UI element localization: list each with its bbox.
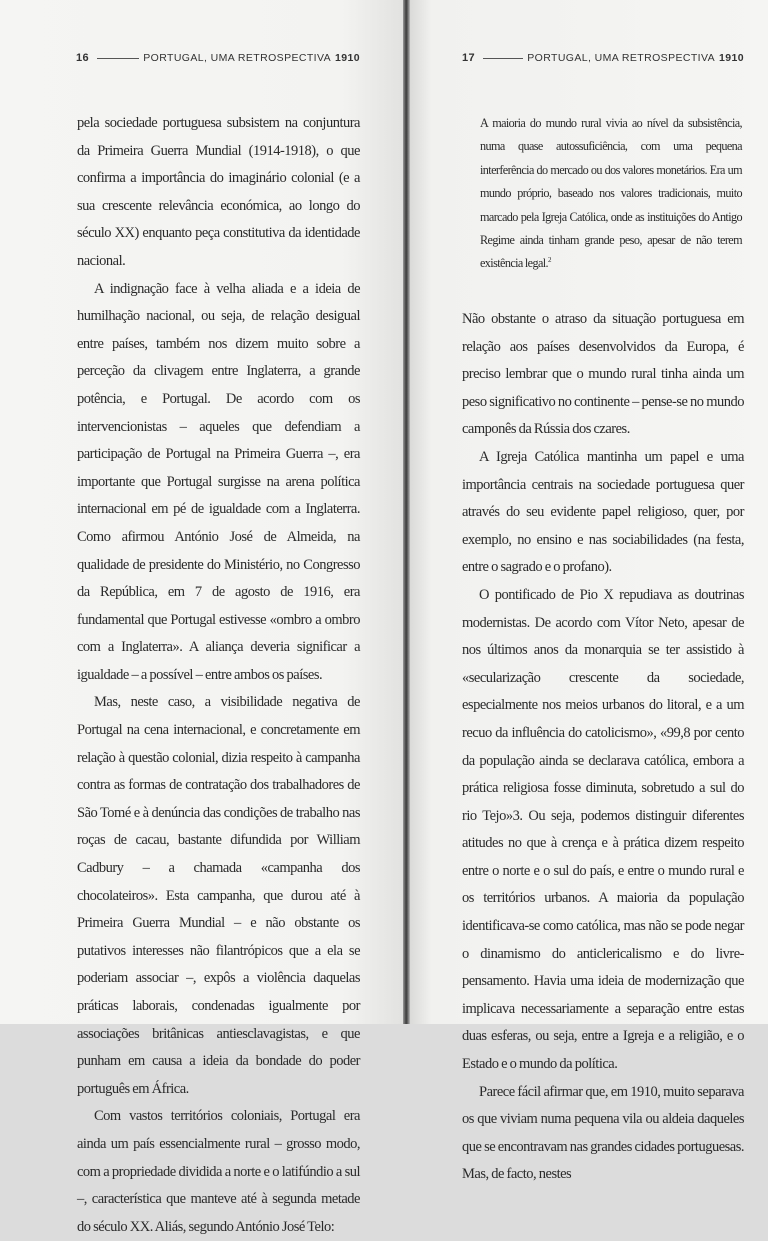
paragraph: pela sociedade portuguesa subsistem na conjuntura da Primeira Guerra Mundial (1914-1918), o que confirma a importância do imaginário colonial (e a sua crescente relevância económica, ao longo do século XX) enquanto peça constitutiva da identidade nacional. <box>77 115 360 269</box>
header-year: 1910 <box>719 52 744 64</box>
quote-text <box>480 112 742 276</box>
right-page <box>410 0 768 1183</box>
paragraph: A indignação face à velha aliada e a ideia de humilhação nacional, ou seja, de relação desigual entre países, também nos dizem muito sobre a perceção da clivagem entre Inglaterra, a grande potência, e Portugal. De acordo com os intervencionistas – aqueles que defendiam a participação de Portugal na Primeira Guerra –, era importante que Portugal surgisse na arena política internacional em pé de igualdade com a Inglaterra. Como afirmou António José de Almeida, na qualidade de presidente do Ministério, no Congresso da República, em 7 de agosto de 1916, era fundamental que Portugal estivesse «ombro a ombro com a Inglaterra». A aliança deveria significar a igualdade – a possível – entre ambos os países. <box>77 280 360 683</box>
paragraph: Com vastos territórios coloniais, Portugal era ainda um país essencialmente rural – grosso modo, com a propriedade dividida a norte e o latifúndio a sul –, característica que manteve até à segunda metade do século XX. Aliás, segundo António José Telo: <box>77 1108 360 1235</box>
page-number: 16 <box>76 52 90 64</box>
header-rule <box>97 58 139 59</box>
paragraph: Não obstante o atraso da situação portuguesa em relação aos países desenvolvidos da Europa, é preciso lembrar que o mundo rural tinha ainda um peso significativo no continente – pense-se no mundo camponês da Rússia dos czares. <box>462 311 744 438</box>
paragraph: Parece fácil afirmar que, em 1910, muito separava os que viviam numa pequena vila ou aldeia daqueles que se encontravam nas grandes cidades portuguesas. Mas, de facto, nestes <box>462 1083 744 1183</box>
paragraph: A Igreja Católica mantinha um papel e uma importância centrais na sociedade portuguesa quer através do seu evidente papel religioso, quer, por exemplo, no ensino e nas sociabilidades (na festa, entre o sagrado e o profano). <box>462 448 744 576</box>
block-quote <box>480 112 742 276</box>
header-title: PORTUGAL, UMA RETROSPECTIVA <box>527 52 716 64</box>
paragraph: Mas, neste caso, a visibilidade negativa de Portugal na cena internacional, e concretamente em relação à questão colonial, dizia respeito à campanha contra as formas de contratação dos trabalhadores de São Tomé e à denúncia das condições de trabalho nas roças de cacau, bastante difundida por William Cadbury – a chamada «campanha dos chocolateiros». Esta campanha, que durou até à Primeira Guerra Mundial – e não obstante os putativos interesses não filantrópicos que a ela se poderiam associar –, expôs a violência daquelas práticas laborais, condenadas igualmente por associações britânicas antiesclavagistas, e que punham em causa a ideia da bondade do poder português em África. <box>77 694 360 1097</box>
header-year: 1910 <box>335 52 360 64</box>
running-head-right <box>462 50 744 66</box>
page-number: 17 <box>462 52 476 64</box>
book-gutter <box>403 0 410 1024</box>
right-body-text <box>462 306 744 1189</box>
left-body-text <box>77 110 360 1241</box>
header-title: PORTUGAL, UMA RETROSPECTIVA <box>143 52 332 64</box>
quote-body: A maioria do mundo rural vivia ao nível da subsistência, numa quase autossuficiência, com uma pequena interferência do mercado ou dos valores monetários. Era um mundo próprio, baseado nos valores tradicionais, muito marcado pela Igreja Católica, onde as instituições do Antigo Regime ainda tinham grande peso, apesar de não terem existência legal. <box>480 116 742 271</box>
header-rule <box>483 58 523 59</box>
running-head-left <box>76 50 360 66</box>
footnote-ref: 2 <box>548 256 551 265</box>
paragraph: O pontificado de Pio X repudiava as doutrinas modernistas. De acordo com Vítor Neto, apesar de nos últimos anos da monarquia se ter assistido à «secularização crescente da sociedade, especialmente nos meios urbanos do litoral, e a um recuo da influência do catolicismo», «99,8 por cento da população ainda se declarava católica, embora a prática religiosa fosse diminuta, sobretudo a sul do rio Tejo»3. Ou seja, podemos distinguir diferentes atitudes no que à crença e à prática dizem respeito entre o norte e o sul do país, e entre o mundo rural e os territórios urbanos. A maioria da população identificava-se como católica, mas não se pode negar o dinamismo do anticlericalismo e do livre-pensamento. Havia uma ideia de modernização que implicava necessariamente a separação entre estas duas esferas, ou seja, entre a Igreja e a religião, e o Estado e o mundo da política. <box>462 586 744 1073</box>
